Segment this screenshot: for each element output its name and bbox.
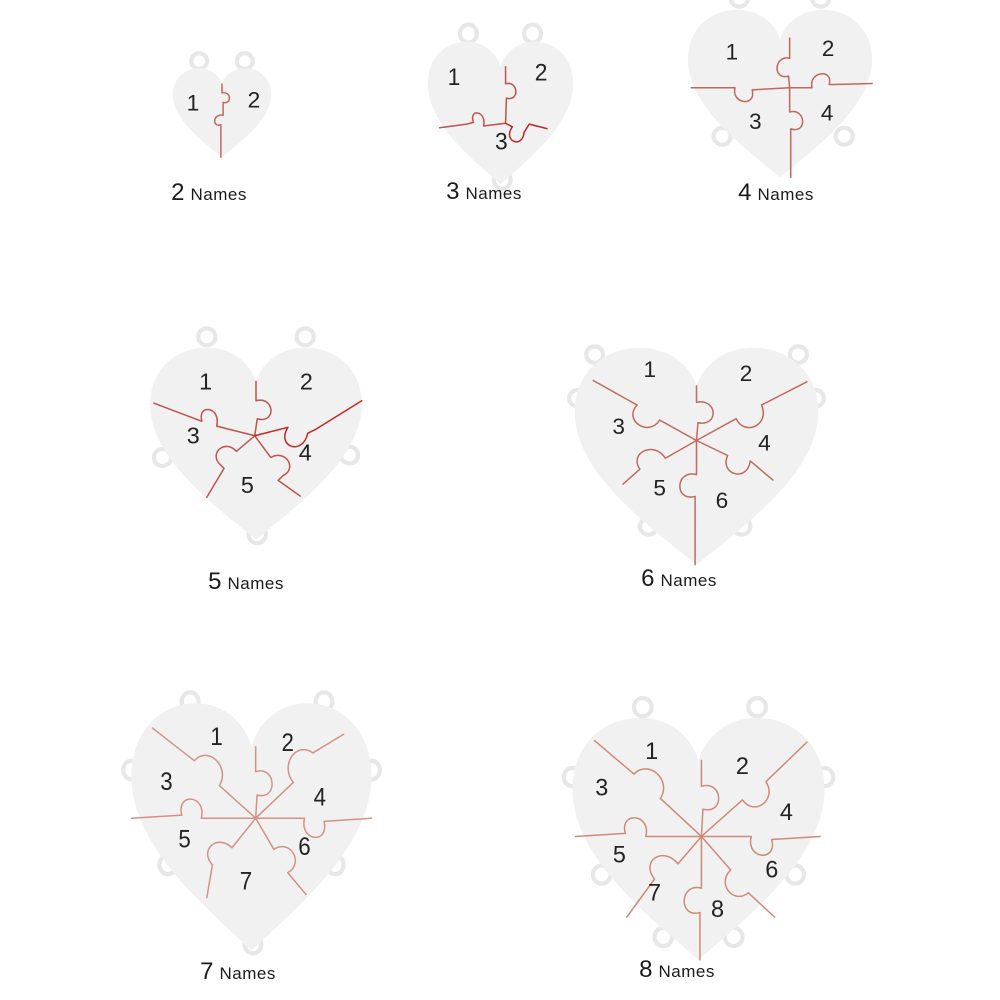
piece-number: 3 (595, 774, 609, 802)
heart-puzzle-2-names (165, 61, 279, 164)
piece-number: 1 (645, 737, 659, 766)
caption-label: Names (227, 574, 284, 593)
caption-count: 3 (446, 178, 460, 205)
piece-number: 2 (739, 361, 753, 386)
heart-puzzle-8-names (552, 698, 845, 978)
piece-number: 1 (725, 39, 739, 65)
heart-shape (150, 348, 362, 540)
piece-number: 8 (711, 895, 725, 924)
caption-4-names (738, 179, 814, 207)
caption-count: 8 (639, 956, 653, 983)
piece-number: 1 (210, 723, 223, 752)
caption-7-names (200, 958, 276, 986)
piece-number: 5 (178, 826, 191, 854)
caption-label: Names (219, 964, 276, 983)
piece-number: 6 (298, 834, 311, 862)
piece-number: 7 (239, 868, 253, 896)
piece-number: 2 (299, 368, 313, 395)
piece-number: 4 (758, 430, 771, 456)
caption-2-names (171, 179, 247, 207)
piece-number: 2 (735, 752, 749, 781)
caption-count: 5 (208, 568, 222, 595)
caption-count: 2 (171, 179, 185, 206)
caption-6-names (641, 565, 717, 593)
piece-number: 4 (298, 439, 312, 466)
heart-puzzle-5-names (133, 332, 379, 554)
caption-label: Names (658, 962, 715, 981)
heart-puzzle-3-names (416, 30, 585, 195)
piece-number: 2 (281, 729, 294, 758)
caption-8-names (639, 956, 715, 984)
piece-number: 1 (199, 368, 213, 395)
piece-number: 4 (820, 100, 834, 126)
heart-shape (688, 10, 872, 178)
heart-puzzle-6-names (555, 330, 838, 581)
piece-number: 3 (160, 768, 173, 797)
piece-number: 2 (821, 36, 835, 62)
heart-puzzle-4-names (673, 0, 887, 190)
caption-label: Names (465, 184, 522, 203)
hanging-loop-icons (191, 53, 253, 69)
piece-number: 6 (715, 488, 729, 513)
caption-label: Names (757, 185, 814, 204)
piece-number: 4 (313, 784, 327, 812)
piece-number: 4 (779, 798, 793, 826)
piece-number: 5 (653, 475, 667, 501)
heart-puzzle-7-names (112, 683, 391, 969)
piece-number: 5 (612, 840, 626, 869)
caption-count: 6 (641, 565, 655, 592)
piece-number: 2 (534, 58, 548, 86)
piece-number: 7 (648, 879, 662, 907)
caption-5-names (208, 568, 284, 596)
piece-number: 5 (240, 472, 254, 499)
piece-number: 3 (494, 127, 508, 155)
piece-number: 2 (247, 87, 261, 113)
piece-number: 3 (612, 414, 625, 440)
caption-label: Names (660, 571, 717, 590)
piece-number: 1 (447, 63, 461, 91)
piece-number: 1 (186, 90, 200, 116)
caption-label: Names (190, 185, 247, 204)
caption-3-names (446, 178, 522, 206)
caption-count: 7 (200, 958, 214, 985)
caption-count: 4 (738, 179, 752, 206)
piece-number: 3 (749, 109, 762, 134)
piece-number: 3 (186, 422, 200, 449)
piece-number: 1 (643, 357, 657, 382)
piece-number: 6 (765, 856, 779, 884)
